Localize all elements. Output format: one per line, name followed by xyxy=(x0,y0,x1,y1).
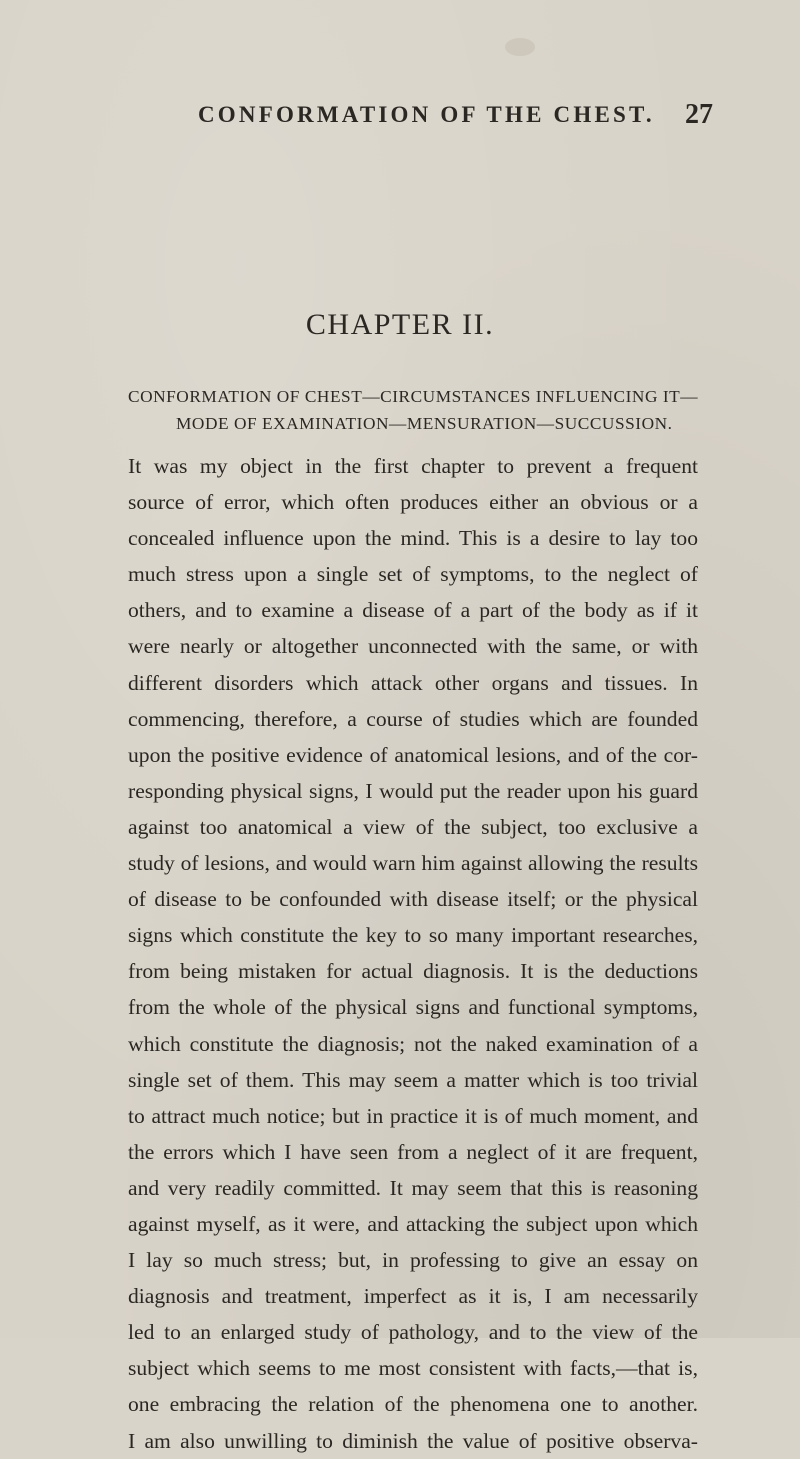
page-number: 27 xyxy=(685,99,713,130)
body-line: I am also unwilling to diminish the value of positive observa- xyxy=(128,1428,698,1453)
body-line: which constitute the diagnosis; not the naked examination of a xyxy=(128,1031,698,1056)
body-line: one embracing the relation of the phenomena one to another. xyxy=(128,1392,698,1417)
chapter-subtitle-line-1: CONFORMATION OF CHEST—CIRCUMSTANCES INFLUENCING IT— xyxy=(128,387,699,406)
body-line: different disorders which attack other organs and tissues. In xyxy=(128,670,698,695)
body-line: the errors which I have seen from a neglect of it are frequent, xyxy=(128,1139,698,1164)
body-line: against too anatomical a view of the subject, too exclusive a xyxy=(128,814,698,839)
body-line: from the whole of the physical signs and functional symptoms, xyxy=(128,995,698,1020)
body-line: responding physical signs, I would put the reader upon his guard xyxy=(128,778,698,803)
body-line: study of lesions, and would warn him against allowing the results xyxy=(128,851,698,876)
body-line: I lay so much stress; but, in professing to give an essay on xyxy=(128,1248,698,1273)
chapter-title: CHAPTER II. xyxy=(305,308,495,341)
body-line: diagnosis and treatment, imperfect as it is, I am necessarily xyxy=(128,1284,698,1309)
body-line: single set of them. This may seem a matter which is too trivial xyxy=(128,1067,698,1092)
body-line: from being mistaken for actual diagnosis. It is the deductions xyxy=(128,959,698,984)
body-line: source of error, which often produces either an obvious or a xyxy=(128,490,698,515)
body-text xyxy=(128,448,698,1459)
body-line: signs which constitute the key to so many important researches, xyxy=(128,923,698,948)
body-line: upon the positive evidence of anatomical lesions, and of the cor- xyxy=(128,742,698,767)
body-line: It was my object in the first chapter to prevent a frequent xyxy=(128,454,698,478)
body-line: and very readily committed. It may seem that this is reasoning xyxy=(128,1175,698,1200)
body-line: against myself, as it were, and attacking the subject upon which xyxy=(128,1211,698,1236)
body-line: much stress upon a single set of symptoms, to the neglect of xyxy=(128,562,698,587)
body-line: subject which seems to me most consistent with facts,—that is, xyxy=(128,1356,698,1381)
body-line: commencing, therefore, a course of studies which are founded xyxy=(128,706,698,731)
body-line: others, and to examine a disease of a part of the body as if it xyxy=(128,598,698,623)
body-line: concealed influence upon the mind. This is a desire to lay too xyxy=(128,526,698,551)
body-line: were nearly or altogether unconnected with the same, or with xyxy=(128,634,698,659)
chapter-subtitle-line-2: MODE OF EXAMINATION—MENSURATION—SUCCUSSION. xyxy=(176,414,673,433)
body-line: to attract much notice; but in practice it is of much moment, and xyxy=(128,1103,698,1128)
paper-stain xyxy=(505,38,535,56)
body-line: led to an enlarged study of pathology, and to the view of the xyxy=(128,1320,698,1345)
running-head-title: CONFORMATION OF THE CHEST. xyxy=(198,102,655,127)
body-line: of disease to be confounded with disease itself; or the physical xyxy=(128,887,698,912)
chapter-subtitle xyxy=(128,383,699,437)
